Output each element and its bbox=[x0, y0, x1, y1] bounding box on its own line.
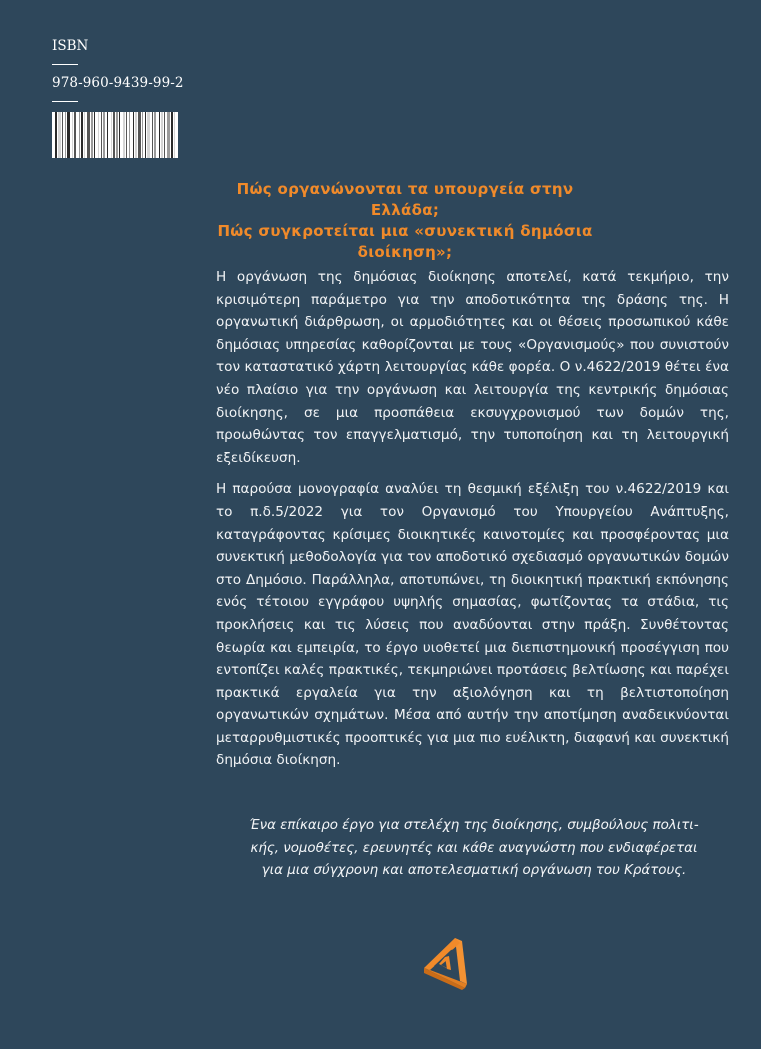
barcode-stripe bbox=[126, 112, 127, 158]
barcode-stripe bbox=[107, 112, 108, 158]
barcode-stripe bbox=[94, 112, 95, 158]
tagline bbox=[214, 815, 734, 883]
barcode-stripe bbox=[91, 112, 93, 158]
barcode-stripe bbox=[113, 112, 115, 158]
barcode-stripe bbox=[111, 112, 112, 158]
barcode-stripe bbox=[65, 112, 66, 158]
barcode-stripe bbox=[154, 112, 156, 158]
tagline-line: κής, νομοθέτες, ερευνητές και κάθε αναγνώστη που ενδιαφέρεται bbox=[250, 840, 698, 856]
tagline-line: για μια σύγχρονη και αποτελεσματική οργάνωση του Κράτους. bbox=[261, 863, 687, 878]
barcode-stripe bbox=[79, 112, 80, 158]
barcode-stripe bbox=[133, 112, 134, 158]
isbn-number: 978-960-9439-99-2 bbox=[52, 75, 184, 91]
barcode-stripe bbox=[161, 112, 163, 158]
barcode-stripe bbox=[174, 112, 175, 158]
blurb-text bbox=[216, 266, 729, 781]
barcode-stripe bbox=[72, 112, 73, 158]
barcode-stripe bbox=[167, 112, 170, 158]
barcode-stripe bbox=[101, 112, 102, 158]
barcode-stripe bbox=[171, 112, 173, 158]
barcode-stripe bbox=[145, 112, 146, 158]
barcode-stripe bbox=[152, 112, 153, 158]
barcode-stripe bbox=[142, 112, 143, 158]
barcode-stripe bbox=[119, 112, 120, 158]
barcode-stripe bbox=[147, 112, 150, 158]
barcode-stripe bbox=[103, 112, 105, 158]
impossible-triangle-logo-icon bbox=[421, 935, 479, 993]
barcode-stripe bbox=[67, 112, 70, 158]
barcode-stripe bbox=[164, 112, 165, 158]
headline bbox=[200, 179, 610, 263]
isbn-block bbox=[52, 38, 184, 158]
barcode-stripe bbox=[138, 112, 141, 158]
blurb-paragraph: Η παρούσα μονογραφία αναλύει τη θεσμική εξέλιξη του ν.4622/2019 και το π.δ.5/2022 για τον Οργανισμό του Υπουργείου Ανάπτυξης, καταγράφοντας κρίσιμες διοικητικές καινοτομίες και προσφέροντας μια συνεκτική μεθοδολογία για τον αποδοτικό σχεδιασμό οργανωτικών δομών στο Δημόσιο. Παράλληλα, αποτυπώνει, τη διοικητική πρακτική εκπόνησης ενός τέτοιου εγγράφου υψηλής σημασίας, φωτίζοντας τα στάδια, τις προκλήσεις και τις λύσεις που αναδύονται στην πράξη. Συνθέτοντας θεωρία και εμπειρία, το έργο υιοθετεί μια διεπιστημονική προσέγγιση που εντοπίζει καλές πρακτικές, τεκμηριώνει προτάσεις βελτίωσης και παρέχει πρακτικά εργαλεία για την αξιολόγηση και τη βελτιστοποίηση οργανωτικών σχημάτων. Μέσα από αυτήν την αποτίμηση αναδεικνύονται μεταρρυθμιστικές προοπτικές για μια πιο ευέλικτη, διαφανή και συνεκτική δημόσια διοίκηση. bbox=[216, 481, 729, 769]
barcode-stripe bbox=[58, 112, 61, 158]
barcode-stripe bbox=[84, 112, 85, 158]
barcode-stripe bbox=[74, 112, 76, 158]
barcode-stripe bbox=[135, 112, 137, 158]
tagline-line: Ένα επίκαιρο έργο για στελέχη της διοίκησης, συμβούλους πολιτι- bbox=[249, 818, 699, 833]
headline-line: Πώς οργανώνονται τα υπουργεία στην Ελλάδα; bbox=[236, 180, 574, 219]
blurb-paragraph: Η οργάνωση της δημόσιας διοίκησης αποτελεί, κατά τεκμήριο, την κρισιμότερη παράμετρο για την αποδοτικότητα της δράσης της. Η οργανωτική διάρθρωση, οι αρμοδιότητες και οι θέσεις προσωπικού κάθε δημόσιας υπηρεσίας καθορίζονται με τους «Οργανισμούς» που συνιστούν τον καταστατικό χάρτη λειτουργίας κάθε φορέα. Ο ν.4622/2019 θέτει ένα νέο πλαίσιο για την οργάνωση και λειτουργία της κεντρικής δημόσιας διοίκησης, σε μια προσπάθεια εκσυγχρονισμού των δομών της, προωθώντας τον επαγγελματισμό, την τυποποίηση και τη λειτουργική εξειδίκευση. bbox=[216, 269, 729, 466]
barcode-stripe bbox=[159, 112, 160, 158]
barcode-stripe bbox=[81, 112, 83, 158]
headline-line: Πώς συγκροτείται μια «συνεκτική δημόσια διοίκηση»; bbox=[217, 222, 593, 261]
barcode-stripe bbox=[87, 112, 90, 158]
barcode-stripe bbox=[98, 112, 99, 158]
barcode-stripe bbox=[123, 112, 125, 158]
barcode-stripe bbox=[55, 112, 57, 158]
barcode-stripe bbox=[129, 112, 130, 158]
barcode-stripe bbox=[62, 112, 63, 158]
barcode-stripe bbox=[116, 112, 118, 158]
barcode-icon bbox=[52, 112, 178, 158]
isbn-divider bbox=[52, 101, 78, 102]
isbn-divider bbox=[52, 64, 78, 65]
isbn-label: ISBN bbox=[52, 38, 89, 54]
